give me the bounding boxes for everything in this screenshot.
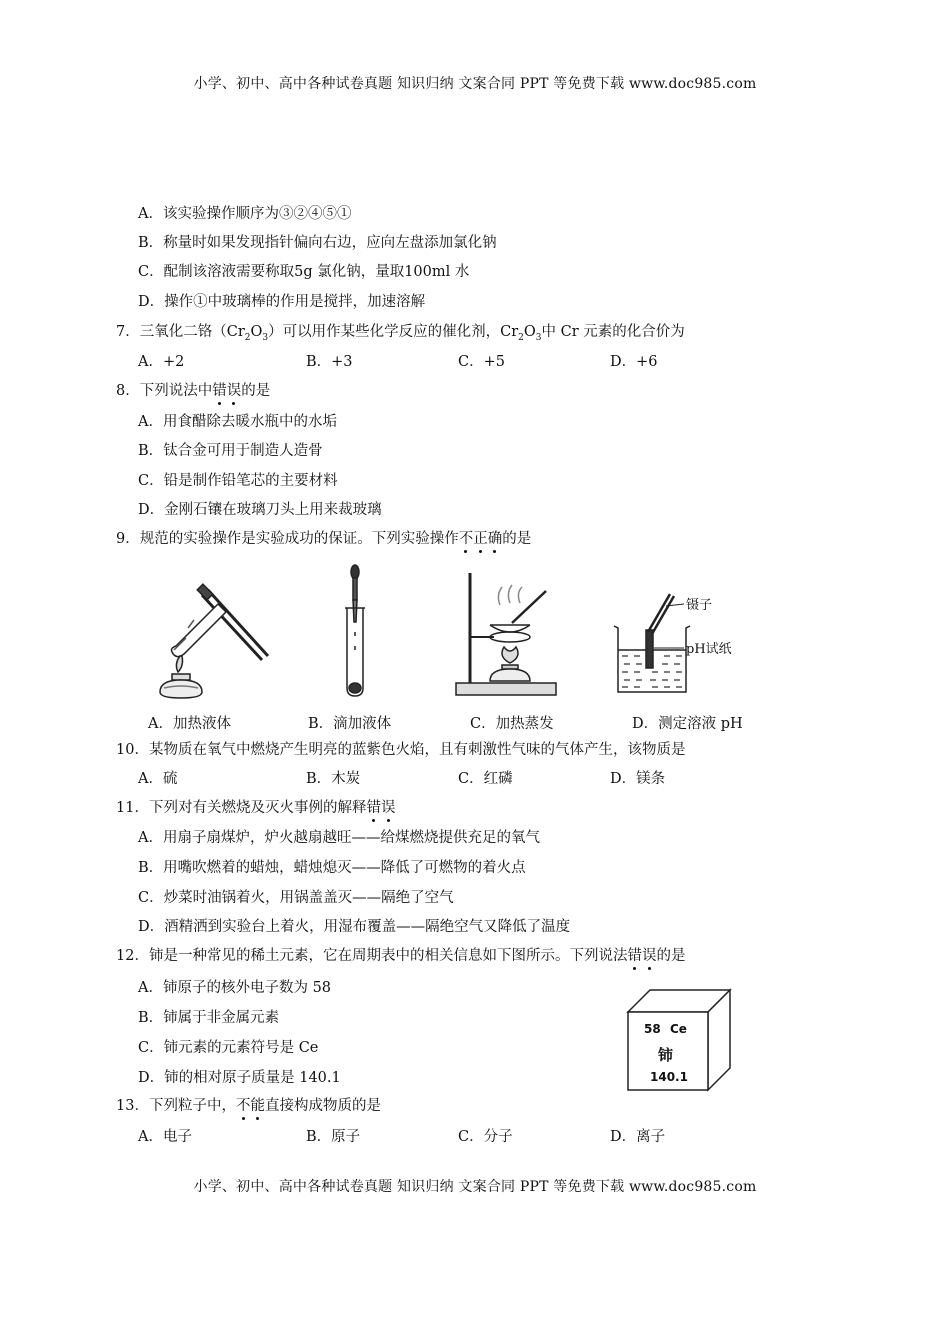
q9-stem: 9．规范的实验操作是实验成功的保证。下列实验操作不正确的是 <box>116 527 531 548</box>
q10-option-a: A．硫 <box>138 771 178 787</box>
q11-option-d: D．酒精洒到实验台上着火，用湿布覆盖——隔绝空气又降低了温度 <box>138 919 571 935</box>
q6-option-d: D．操作①中玻璃棒的作用是搅拌，加速溶解 <box>138 294 426 310</box>
caption-d: D．测定溶液 pH <box>632 716 743 732</box>
q13-option-c: C．分子 <box>458 1129 513 1145</box>
caption-a: A．加热液体 <box>148 716 231 732</box>
q13-option-d: D．离子 <box>610 1129 666 1145</box>
q11-stem: 11．下列对有关燃烧及灭火事例的解释错误 <box>116 796 395 817</box>
q7-stem: 7．三氧化二铬$(Cr_2O_3)$可以用作某些化学反应的催化剂，$Cr_2O_3$中 Cr 元素的化合价为 <box>116 324 685 343</box>
q11-option-c: C．炒菜时油锅着火，用锅盖盖灭——隔绝了空气 <box>138 890 454 906</box>
q8-option-a: A．用食醋除去暖水瓶中的水垢 <box>138 414 337 430</box>
q7-option-b: B．+3 <box>306 354 353 370</box>
q8-option-c: C．铅是制作铅笔芯的主要材料 <box>138 473 338 489</box>
label-ph-paper: pH试纸 <box>686 642 732 657</box>
q7-option-a: A．+2 <box>138 354 185 370</box>
q10-option-d: D．镁条 <box>610 771 666 787</box>
q13-option-b: B．原子 <box>306 1129 361 1145</box>
q12-option-c: C．铈元素的元素符号是 Ce <box>138 1040 319 1056</box>
page-footer: 小学、初中、高中各种试卷真题 知识归纳 文案合同 PPT 等免费下载 www.doc985.com <box>193 1179 757 1195</box>
figure-heating-evaporation <box>450 565 560 700</box>
q7-option-d: D．+6 <box>610 354 658 370</box>
q12-stem: 12．铈是一种常见的稀土元素，它在周期表中的相关信息如下图所示。下列说法错误的是 <box>116 944 685 965</box>
figure-heating-liquid <box>150 560 275 700</box>
q8-option-d: D．金刚石镶在玻璃刀头上用来裁玻璃 <box>138 502 382 518</box>
cube-symbol: Ce <box>670 1022 687 1036</box>
caption-b: B．滴加液体 <box>308 716 392 732</box>
q8-option-b: B．钛合金可用于制造人造骨 <box>138 443 323 459</box>
caption-c: C．加热蒸发 <box>470 716 554 732</box>
page-header: 小学、初中、高中各种试卷真题 知识归纳 文案合同 PPT 等免费下载 www.doc985.com <box>193 76 757 92</box>
q11-option-b: B．用嘴吹燃着的蜡烛，蜡烛熄灭——降低了可燃物的着火点 <box>138 860 526 876</box>
q10-option-b: B．木炭 <box>306 771 361 787</box>
q8-stem: 8．下列说法中错误的是 <box>116 379 270 400</box>
q6-option-b: B．称量时如果发现指针偏向右边，应向左盘添加氯化钠 <box>138 235 497 251</box>
q11-option-a: A．用扇子扇煤炉，炉火越扇越旺——给煤燃烧提供充足的氧气 <box>138 830 540 846</box>
q7-option-c: C．+5 <box>458 354 505 370</box>
q6-option-a: A．该实验操作顺序为③②④⑤① <box>138 206 352 222</box>
q12-option-a: A．铈原子的核外电子数为 58 <box>138 980 332 996</box>
cube-atomic-number: 58 <box>644 1022 661 1036</box>
q10-stem: 10．某物质在氧气中燃烧产生明亮的蓝紫色火焰，且有刺激性气味的气体产生，该物质是 <box>116 742 686 758</box>
cube-name: 铈 <box>658 1046 674 1064</box>
q12-option-b: B．铈属于非金属元素 <box>138 1010 280 1026</box>
q6-option-c: C．配制该溶液需要称取5g 氯化钠，量取100ml 水 <box>138 264 470 280</box>
q13-option-a: A．电子 <box>138 1129 192 1145</box>
q13-stem: 13．下列粒子中，不能直接构成物质的是 <box>116 1094 381 1115</box>
q10-option-c: C．红磷 <box>458 771 513 787</box>
q12-option-d: D．铈的相对原子质量是 140.1 <box>138 1070 341 1086</box>
figure-dropping-liquid <box>335 560 375 700</box>
label-tweezers: 镊子 <box>686 598 713 613</box>
cube-atomic-mass: 140.1 <box>650 1070 688 1084</box>
